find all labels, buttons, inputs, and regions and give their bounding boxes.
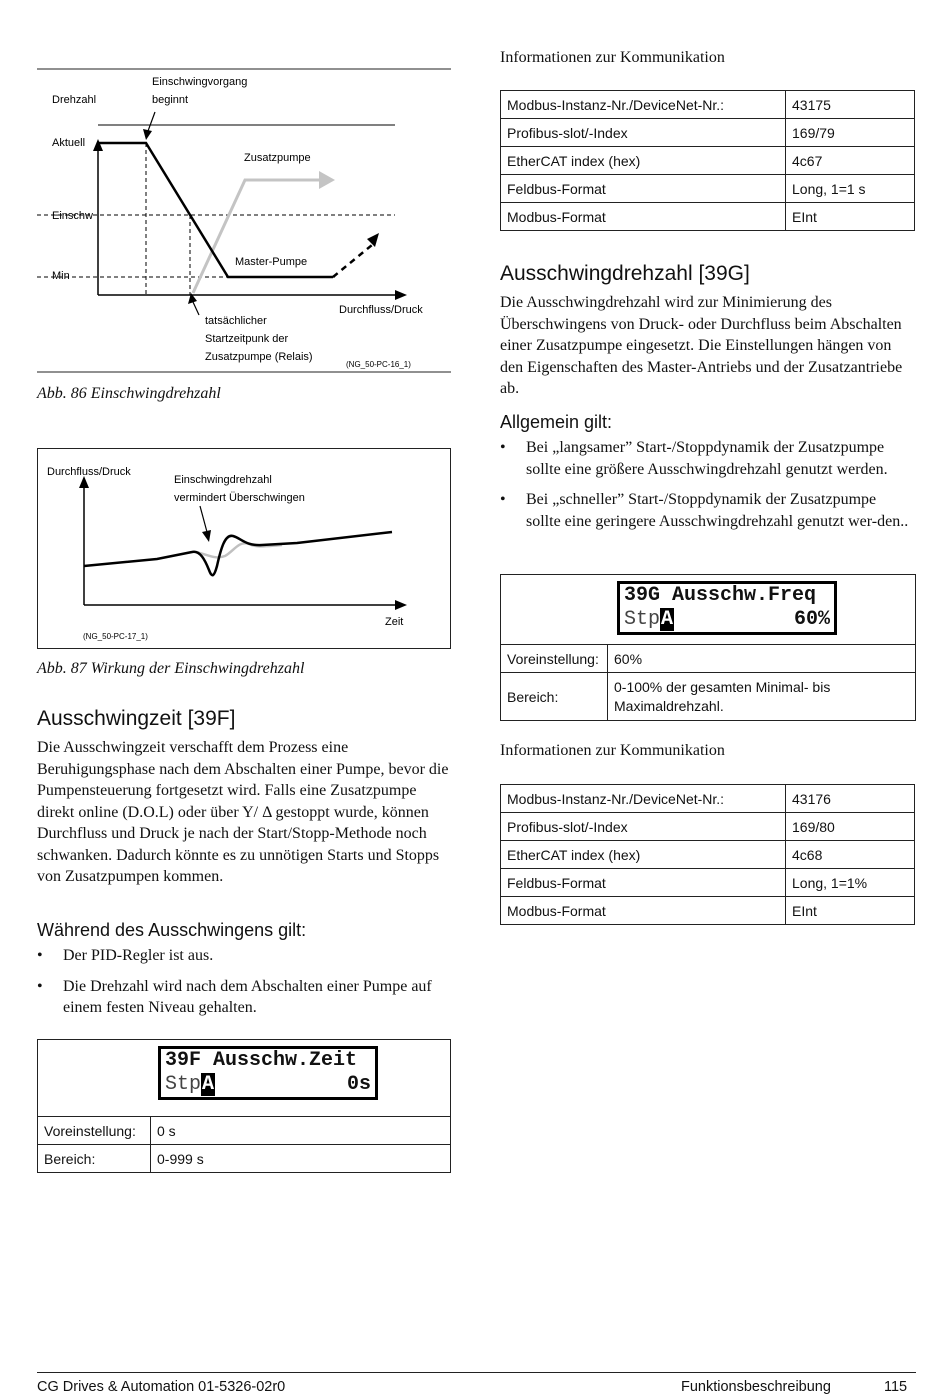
footer-left: CG Drives & Automation 01-5326-02r0 (37, 1379, 286, 1395)
lcd-display-39f (158, 1046, 378, 1100)
section-39g-bullets (500, 437, 912, 541)
param-voreinstellung-value: 60% (608, 645, 916, 673)
lcd-value: 60% (793, 608, 830, 631)
section-39g-paragraph: Die Ausschwingdrehzahl wird zur Minimierung des Überschwingens von Druck- oder Durchfluss beim Abschalten einer Zusatzpumpe eingesetzt. Die Einstellungen hängen von den Eigenschaften des Master-Antriebs und der Zusatzantriebe ab. (500, 294, 903, 397)
table-row (501, 175, 915, 203)
label-vermindert: vermindert Überschwingen (174, 492, 305, 504)
param-bereich-value: 0-999 s (151, 1145, 451, 1173)
cell-value: EInt (786, 203, 915, 231)
section-39f-subheading: Während des Ausschwingens gilt: (37, 920, 307, 940)
table-row (501, 203, 915, 231)
cell-label: Modbus-Instanz-Nr./DeviceNet-Nr.: (501, 91, 786, 119)
param-voreinstellung-label: Voreinstellung: (501, 645, 608, 673)
info-title-39g: Informationen zur Kommunikation (500, 742, 725, 759)
label-zusatzpumpe-relais: Zusatzpumpe (Relais) (205, 351, 313, 363)
parameter-box-39g (500, 574, 916, 721)
param-bereich-label: Bereich: (501, 673, 608, 721)
parameter-box-39f (37, 1039, 451, 1173)
param-voreinstellung-value: 0 s (151, 1117, 451, 1145)
section-39g-subheading: Allgemein gilt: (500, 412, 613, 432)
cell-value: Long, 1=1% (786, 869, 915, 897)
label-einschw: Einschw (52, 210, 93, 222)
table-row (501, 785, 915, 813)
label-drehzahl: Drehzahl (52, 94, 97, 106)
label-master-pumpe: Master-Pumpe (235, 256, 308, 268)
cell-label: Profibus-slot/-Index (501, 813, 786, 841)
param-bereich-label: Bereich: (38, 1145, 151, 1173)
cell-label: Feldbus-Format (501, 869, 786, 897)
label-einschwingdrehzahl: Einschwingdrehzahl (174, 474, 272, 486)
footer-page-number: 115 (884, 1379, 908, 1395)
cell-label: Modbus-Format (501, 203, 786, 231)
lcd-badge: A (661, 608, 674, 631)
label-beginnt: beginnt (152, 94, 189, 106)
section-39f-bullets (37, 945, 447, 1028)
label-aktuell: Aktuell (52, 137, 86, 149)
list-item: • Bei „schneller” Start-/Stoppdynamik der Zusatzpumpe sollte eine geringere Ausschwingdrehzahl genutzt wer-den.. (500, 489, 912, 532)
cell-label: EtherCAT index (hex) (501, 147, 786, 175)
lcd-display-39g (617, 581, 837, 635)
lcd-badge: A (202, 1073, 215, 1096)
lcd-stp: Stp (165, 1073, 202, 1096)
param-voreinstellung-label: Voreinstellung: (38, 1117, 151, 1145)
label-zeit: Zeit (385, 616, 404, 628)
comm-table-39f (500, 90, 915, 231)
label-zusatzpumpe: Zusatzpumpe (244, 152, 311, 164)
figure-ref: (NG_50-PC-17_1) (83, 632, 148, 641)
section-39f-heading: Ausschwingzeit [39F] (37, 707, 236, 730)
table-row (501, 869, 915, 897)
flow-curve (84, 532, 392, 575)
cell-value: 43176 (786, 785, 915, 813)
list-item: • Bei „langsamer” Start-/Stoppdynamik der Zusatzpumpe sollte eine größere Ausschwingdrehzahl genutzt werden. (500, 437, 912, 480)
label-tatsaechlicher: tatsächlicher (205, 315, 267, 327)
section-39g-heading: Ausschwingdrehzahl [39G] (500, 262, 750, 285)
table-row (501, 897, 915, 925)
cell-value: Long, 1=1 s (786, 175, 915, 203)
comm-table-39g (500, 784, 915, 925)
label-min: Min (52, 270, 70, 282)
cell-value: 169/79 (786, 119, 915, 147)
cell-label: Modbus-Instanz-Nr./DeviceNet-Nr.: (501, 785, 786, 813)
section-39f-paragraph: Die Ausschwingzeit verschafft dem Prozess eine Beruhigungsphase nach dem Abschalten einer Pumpe, bevor die Pumpensteuerung fortgesetzt wird. Falls eine Zusatzpumpe direkt online (D.O.L) oder über Y/ Δ gestoppt wurde, können Durchfluss und Druck je nach der Start/Stopp-Methode noch schwanken. Dadurch könnte es zu unnötigen Starts und Stopps von Zusatzpumpen kommen. (37, 739, 449, 885)
lcd-title: 39F Ausschw.Zeit (165, 1049, 358, 1072)
footer-section: Funktionsbeschreibung (681, 1379, 831, 1395)
info-title-39f: Informationen zur Kommunikation (500, 49, 725, 66)
label-durchfluss-druck: Durchfluss/Druck (339, 304, 423, 316)
table-row (501, 841, 915, 869)
param-bereich-value: 0-100% der gesamten Minimal- bis Maximaldrehzahl. (608, 673, 916, 721)
table-row (501, 91, 915, 119)
figure-86-einschwingdrehzahl (37, 65, 452, 377)
list-item: • Der PID-Regler ist aus. (37, 945, 447, 967)
cell-value: 4c67 (786, 147, 915, 175)
label-durchfluss-druck: Durchfluss/Druck (47, 466, 131, 478)
table-row (501, 813, 915, 841)
table-row (501, 119, 915, 147)
cell-value: 169/80 (786, 813, 915, 841)
figure-ref: (NG_50-PC-16_1) (346, 360, 411, 369)
lcd-value: 0s (346, 1073, 371, 1096)
cell-value: 4c68 (786, 841, 915, 869)
figure-87-caption: Abb. 87 Wirkung der Einschwingdrehzahl (37, 660, 305, 677)
lcd-stp: Stp (624, 608, 661, 631)
cell-label: Feldbus-Format (501, 175, 786, 203)
cell-value: 43175 (786, 91, 915, 119)
cell-label: EtherCAT index (hex) (501, 841, 786, 869)
lcd-title: 39G Ausschw.Freq (624, 584, 817, 607)
cell-label: Modbus-Format (501, 897, 786, 925)
list-item: • Die Drehzahl wird nach dem Abschalten einer Pumpe auf einem festen Niveau gehalten. (37, 976, 447, 1019)
figure-87-wirkung (37, 448, 452, 650)
label-einschwingvorgang: Einschwingvorgang (152, 76, 248, 88)
label-startzeitpunk: Startzeitpunk der (205, 333, 289, 345)
cell-label: Profibus-slot/-Index (501, 119, 786, 147)
table-row (501, 147, 915, 175)
footer-rule (37, 1372, 916, 1373)
cell-value: EInt (786, 897, 915, 925)
figure-86-caption: Abb. 86 Einschwingdrehzahl (37, 385, 221, 402)
